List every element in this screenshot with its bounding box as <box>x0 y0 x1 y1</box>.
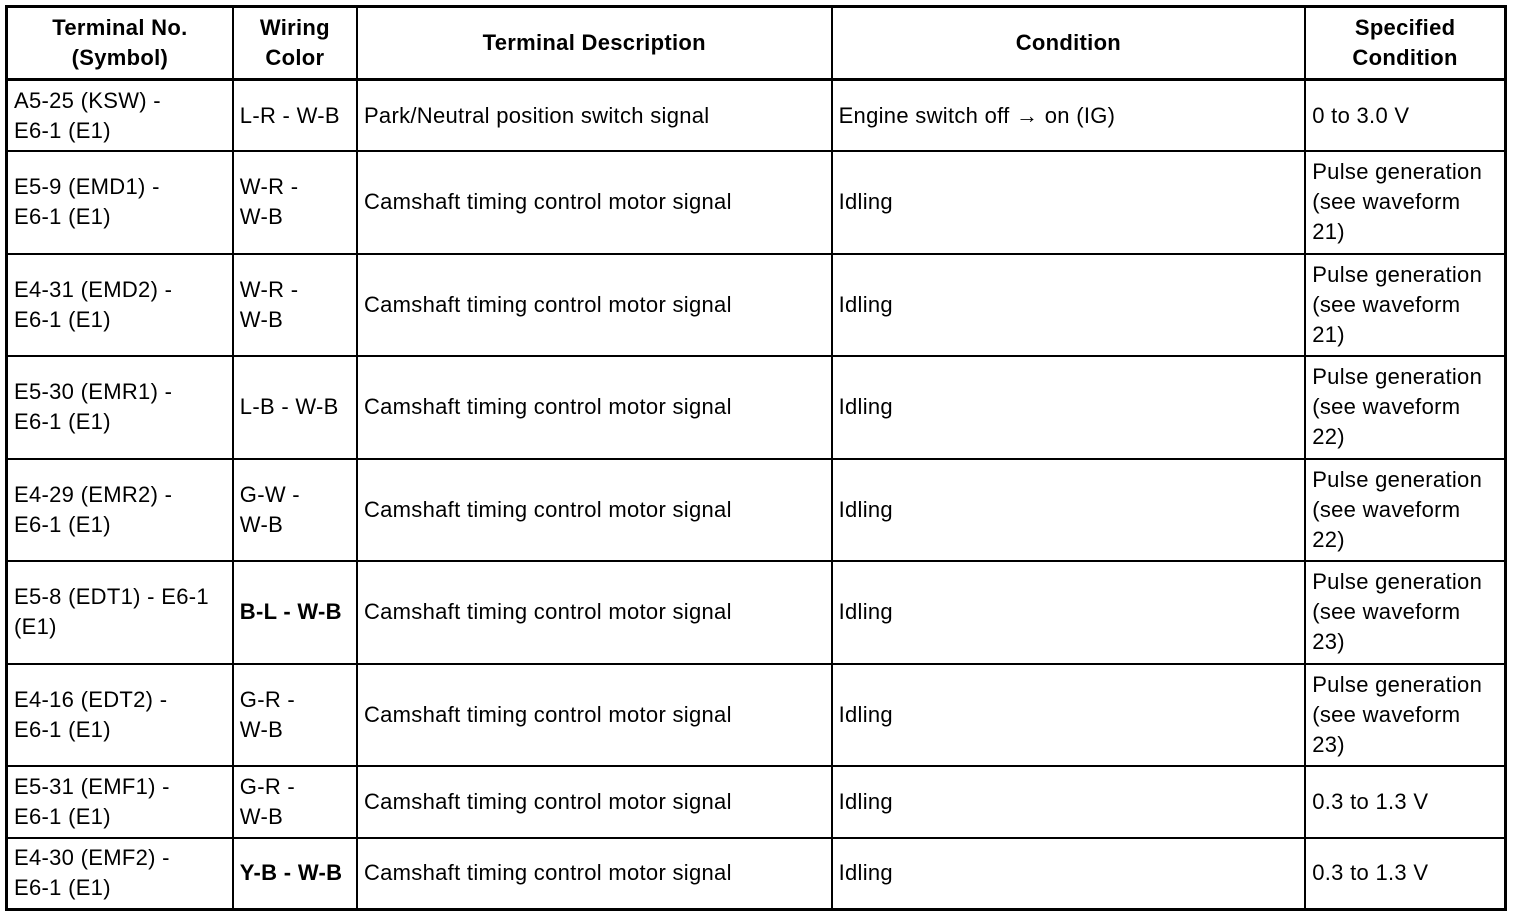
cell-condition: Idling <box>832 459 1306 561</box>
cell-wiring-color: Y-B - W-B <box>233 838 357 910</box>
table-row <box>7 766 1506 838</box>
header-terminal-no: Terminal No. (Symbol) <box>7 7 233 80</box>
cell-description: Camshaft timing control motor signal <box>357 151 832 253</box>
cell-terminal: A5-25 (KSW) - E6-1 (E1) <box>7 80 233 152</box>
table-row <box>7 838 1506 910</box>
cell-specified: 0.3 to 1.3 V <box>1305 766 1505 838</box>
cell-wiring-color: G-R - W-B <box>233 766 357 838</box>
header-wiring-color: Wiring Color <box>233 7 357 80</box>
cell-wiring-color: W-R - W-B <box>233 151 357 253</box>
table-row <box>7 356 1506 458</box>
cell-description: Camshaft timing control motor signal <box>357 766 832 838</box>
cell-wiring-color: L-B - W-B <box>233 356 357 458</box>
cell-specified: Pulse generation (see waveform 23) <box>1305 561 1505 663</box>
cell-description: Camshaft timing control motor signal <box>357 254 832 356</box>
cell-condition: Idling <box>832 254 1306 356</box>
cell-description: Camshaft timing control motor signal <box>357 459 832 561</box>
cell-terminal: E4-16 (EDT2) - E6-1 (E1) <box>7 664 233 766</box>
cell-wiring-color: L-R - W-B <box>233 80 357 152</box>
cell-description: Camshaft timing control motor signal <box>357 838 832 910</box>
table-row <box>7 561 1506 663</box>
cell-terminal: E4-30 (EMF2) - E6-1 (E1) <box>7 838 233 910</box>
cell-specified: Pulse generation (see waveform 22) <box>1305 459 1505 561</box>
cell-terminal: E5-31 (EMF1) - E6-1 (E1) <box>7 766 233 838</box>
table-row <box>7 151 1506 253</box>
cell-condition: Idling <box>832 356 1306 458</box>
cell-specified: Pulse generation (see waveform 22) <box>1305 356 1505 458</box>
table-header-row <box>7 7 1506 80</box>
header-specified-condition: Specified Condition <box>1305 7 1505 80</box>
cell-terminal: E5-8 (EDT1) - E6-1 (E1) <box>7 561 233 663</box>
cell-description: Camshaft timing control motor signal <box>357 664 832 766</box>
table-row <box>7 80 1506 152</box>
terminal-table-frame <box>5 5 1508 911</box>
terminal-table <box>5 5 1507 911</box>
cell-specified: 0.3 to 1.3 V <box>1305 838 1505 910</box>
cell-specified: Pulse generation (see waveform 23) <box>1305 664 1505 766</box>
cell-wiring-color: G-W - W-B <box>233 459 357 561</box>
cell-condition: Idling <box>832 151 1306 253</box>
cell-description: Camshaft timing control motor signal <box>357 561 832 663</box>
cell-specified: 0 to 3.0 V <box>1305 80 1505 152</box>
cell-condition: Idling <box>832 561 1306 663</box>
cell-description: Park/Neutral position switch signal <box>357 80 832 152</box>
header-terminal-description: Terminal Description <box>357 7 832 80</box>
cell-condition: Idling <box>832 838 1306 910</box>
cell-wiring-color: G-R - W-B <box>233 664 357 766</box>
header-condition: Condition <box>832 7 1306 80</box>
cell-terminal: E4-29 (EMR2) - E6-1 (E1) <box>7 459 233 561</box>
cell-wiring-color: B-L - W-B <box>233 561 357 663</box>
cell-specified: Pulse generation (see waveform 21) <box>1305 151 1505 253</box>
cell-condition: Idling <box>832 766 1306 838</box>
cell-wiring-color: W-R - W-B <box>233 254 357 356</box>
table-row <box>7 459 1506 561</box>
cell-specified: Pulse generation (see waveform 21) <box>1305 254 1505 356</box>
cell-condition: Idling <box>832 664 1306 766</box>
cell-condition: Engine switch off → on (IG) <box>832 80 1306 152</box>
cell-description: Camshaft timing control motor signal <box>357 356 832 458</box>
table-row <box>7 664 1506 766</box>
cell-terminal: E5-9 (EMD1) - E6-1 (E1) <box>7 151 233 253</box>
table-row <box>7 254 1506 356</box>
cell-terminal: E4-31 (EMD2) - E6-1 (E1) <box>7 254 233 356</box>
cell-terminal: E5-30 (EMR1) - E6-1 (E1) <box>7 356 233 458</box>
